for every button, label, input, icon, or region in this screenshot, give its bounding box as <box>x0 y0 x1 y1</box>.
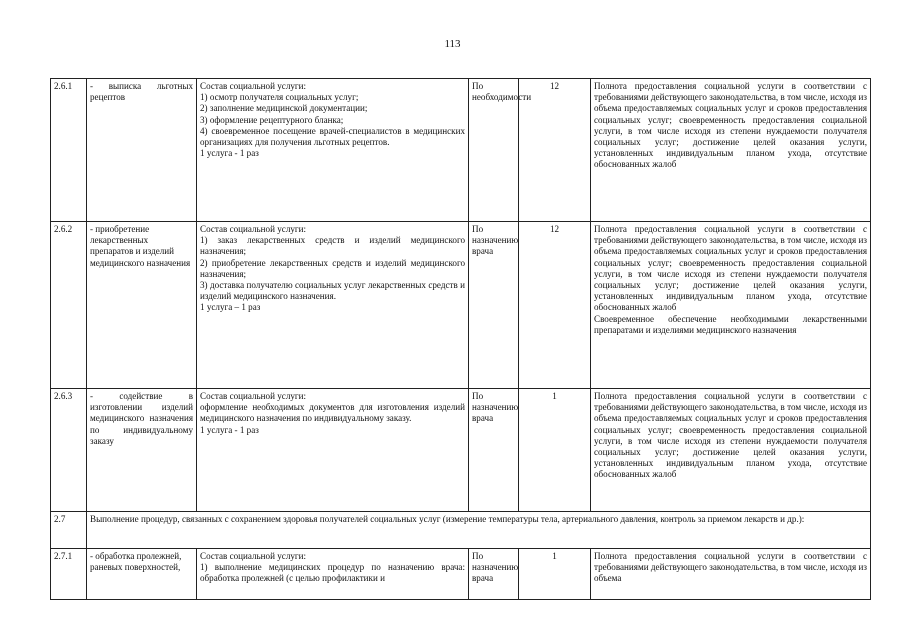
desc-line: 4) своевременное посещение врачей-специалистов в медицинских организациях для получения льготных рецептов. <box>200 125 465 148</box>
service-quantity: 12 <box>519 222 591 389</box>
service-condition: По назначению врача <box>469 222 519 389</box>
table-row-2-7-1 <box>51 549 871 600</box>
desc-line: 1) осмотр получателя социальных услуг; <box>200 92 359 103</box>
service-name: - содействие в изготовлении изделий медицинского назначения по индивидуальному заказу <box>87 389 197 512</box>
section-number: 2.7 <box>51 512 87 549</box>
desc-line: Состав социальной услуги: <box>200 224 307 234</box>
page-number: 113 <box>444 38 461 50</box>
desc-line: 1) заказ лекарственных средств и изделий медицинского назначения; <box>200 235 465 257</box>
desc-line: 1 услуга - 1 раз <box>200 424 259 435</box>
section-title: Выполнение процедур, связанных с сохранением здоровья получателей социальных услуг (измерение температуры тела, артериального давления, контроль за приемом лекарств и др.): <box>87 512 871 549</box>
service-condition: По назначению врача <box>469 549 519 600</box>
desc-line: 1 услуга – 1 раз <box>200 302 261 313</box>
row-number: 2.6.2 <box>51 222 87 389</box>
desc-line: 2) заполнение медицинской документации; <box>200 103 368 114</box>
desc-line: 1) выполнение медицинских процедур по назначению врача: обработка пролежней (с целью профилактики и <box>200 562 465 584</box>
quality-criteria: Полнота предоставления социальной услуги в соответствии с требованиями действующего законодательства, в том числе, исходя из объема предоставляемых социальных услуг и сроков предоставления социальных услуг; своевременность предоставления социальной услуги, в том числе исходя из степени нуждаемости получателя социальных услуг; достижение целей оказания услуги, установленных индивидуальным планом ухода, отсутствие обоснованных жалоб <box>591 79 871 222</box>
desc-line: 2) приобретение лекарственных средств и изделий медицинского назначения; <box>200 257 465 279</box>
table-row-2-6-1 <box>51 79 871 222</box>
desc-line: Состав социальной услуги: <box>200 551 307 561</box>
service-quantity: 1 <box>519 549 591 600</box>
service-quantity: 12 <box>519 79 591 222</box>
desc-line: оформление необходимых документов для изготовления изделий медицинского назначения по индивидуальному заказу. <box>200 402 465 424</box>
row-number: 2.6.3 <box>51 389 87 512</box>
service-name: - выписка льготных рецептов <box>87 79 197 222</box>
desc-line: 3) доставка получателю социальных услуг лекарственных средств и изделий медицинского назначения. <box>200 280 465 302</box>
service-condition: По необходимости <box>469 79 519 222</box>
service-description <box>197 79 469 222</box>
service-name: - приобретение лекарственных препаратов и изделий медицинского назначения <box>87 222 197 389</box>
table-section-2-7 <box>51 512 871 549</box>
service-description <box>197 389 469 512</box>
service-description <box>197 222 469 389</box>
table-row-2-6-2 <box>51 222 871 389</box>
table-row-2-6-3 <box>51 389 871 512</box>
criteria-extra: Своевременное обеспечение необходимыми лекарственными препаратами и изделиями медицинского назначения <box>594 313 867 335</box>
criteria-text: Полнота предоставления социальной услуги в соответствии с требованиями действующего законодательства, в том числе, исходя из объема предоставляемых социальных услуг и сроков предоставления социальных услуг; своевременность предоставления социальной услуги, в том числе исходя из степени нуждаемости получателя социальных услуг; достижение целей оказания услуги, установленных индивидуальным планом ухода, отсутствие обоснованных жалоб <box>594 224 867 313</box>
services-table <box>50 78 871 600</box>
desc-line: 3) оформление рецептурного бланка; <box>200 114 344 125</box>
row-number: 2.7.1 <box>51 549 87 600</box>
desc-line: Состав социальной услуги: <box>200 81 307 91</box>
service-description <box>197 549 469 600</box>
quality-criteria: Полнота предоставления социальной услуги в соответствии с требованиями действующего законодательства, в том числе, исходя из объема предоставляемых социальных услуг и сроков предоставления социальных услуг; своевременность предоставления социальной услуги, в том числе исходя из степени нуждаемости получателя социальных услуг; достижение целей оказания услуги, установленных индивидуальным планом ухода, отсутствие обоснованных жалоб <box>591 389 871 512</box>
desc-line: Состав социальной услуги: <box>200 391 307 401</box>
service-quantity: 1 <box>519 389 591 512</box>
quality-criteria <box>591 222 871 389</box>
row-number: 2.6.1 <box>51 79 87 222</box>
quality-criteria: Полнота предоставления социальной услуги в соответствии с требованиями действующего законодательства, в том числе, исходя из объема <box>591 549 871 600</box>
service-condition: По назначению врача <box>469 389 519 512</box>
desc-line: 1 услуга - 1 раз <box>200 148 259 159</box>
service-name: - обработка пролежней, раневых поверхностей, <box>87 549 197 600</box>
